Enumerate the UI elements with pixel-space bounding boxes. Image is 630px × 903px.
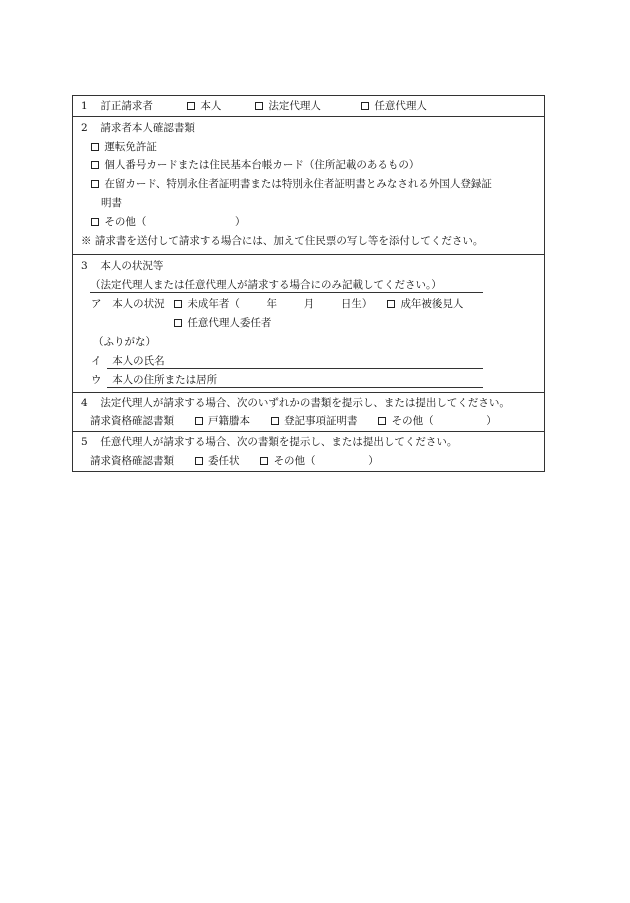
checkbox-legal-agent[interactable] bbox=[255, 102, 263, 110]
checkbox-drivers-license[interactable] bbox=[91, 143, 99, 151]
other-voluntary-doc-close: ） bbox=[368, 455, 379, 467]
checkbox-other-legal-doc[interactable] bbox=[378, 417, 386, 425]
qualification-docs-label: 請求資格確認書類 bbox=[90, 455, 174, 467]
section-voluntary-agent-docs bbox=[73, 431, 544, 471]
registry-certificate-label: 登記事項証明書 bbox=[284, 415, 358, 427]
person-name-field[interactable] bbox=[107, 368, 483, 369]
other-document-close: ） bbox=[235, 216, 246, 228]
item-u-label: ウ bbox=[91, 374, 102, 386]
power-of-attorney-label: 委任状 bbox=[208, 455, 240, 467]
person-address-field[interactable] bbox=[107, 387, 483, 388]
section-text: 任意代理人が請求する場合、次の書類を提示し、または提出してください。 bbox=[100, 436, 458, 448]
section-legal-agent-docs bbox=[73, 392, 544, 431]
residence-card-label: 在留カード、特別永住者証明書または特別永住者証明書とみなされる外国人登録証 bbox=[104, 178, 492, 190]
mailing-note: ※ 請求書を送付して請求する場合には、加えて住民票の写し等を添付してください。 bbox=[81, 235, 484, 247]
section-number: 5 bbox=[81, 436, 88, 448]
option-legal-agent-label: 法定代理人 bbox=[268, 100, 321, 112]
checkbox-my-number-card[interactable] bbox=[91, 161, 99, 169]
birth-label: 日生） bbox=[340, 298, 373, 310]
item-a-text: 本人の状況 bbox=[112, 298, 165, 310]
section-number: 4 bbox=[81, 397, 88, 409]
minor-label: 未成年者（ bbox=[187, 298, 240, 310]
section-requester bbox=[73, 96, 544, 116]
other-legal-doc-close: ） bbox=[486, 415, 497, 427]
other-voluntary-doc-label: その他（ bbox=[273, 455, 316, 467]
residence-card-label-cont: 明書 bbox=[101, 197, 122, 209]
adult-guardian-label: 成年被後見人 bbox=[400, 298, 464, 310]
section-number: 2 bbox=[81, 122, 88, 134]
family-register-label: 戸籍謄本 bbox=[208, 415, 251, 427]
section-id-documents bbox=[73, 116, 544, 254]
checkbox-voluntary-principal[interactable] bbox=[174, 319, 182, 327]
section-subnote: （法定代理人または任意代理人が請求する場合にのみ記載してください。） bbox=[90, 279, 442, 291]
checkbox-adult-guardian[interactable] bbox=[387, 300, 395, 308]
checkbox-registry-certificate[interactable] bbox=[271, 417, 279, 425]
other-document-label: その他（ bbox=[104, 216, 147, 228]
item-a-label: ア bbox=[91, 298, 102, 310]
section-title: 本人の状況等 bbox=[100, 260, 164, 272]
furigana-label: （ふりがな） bbox=[93, 336, 156, 348]
checkbox-residence-card[interactable] bbox=[91, 180, 99, 188]
checkbox-other-voluntary-doc[interactable] bbox=[260, 457, 268, 465]
item-i-label: イ bbox=[91, 355, 102, 367]
qualification-docs-label: 請求資格確認書類 bbox=[90, 415, 174, 427]
my-number-card-label: 個人番号カードまたは住民基本台帳カード（住所記載のあるもの） bbox=[104, 159, 420, 171]
person-address-label: 本人の住所または居所 bbox=[112, 374, 218, 386]
section-person-status bbox=[73, 254, 544, 392]
voluntary-principal-label: 任意代理人委任者 bbox=[187, 317, 272, 329]
subnote-underline bbox=[90, 292, 483, 293]
year-label: 年 bbox=[266, 298, 278, 310]
option-self-label: 本人 bbox=[200, 100, 222, 112]
checkbox-self[interactable] bbox=[187, 102, 195, 110]
drivers-license-label: 運転免許証 bbox=[104, 141, 157, 153]
month-label: 月 bbox=[303, 298, 315, 310]
checkbox-other-document[interactable] bbox=[91, 218, 99, 226]
section-number: 1 bbox=[81, 100, 88, 112]
option-voluntary-agent-label: 任意代理人 bbox=[374, 100, 427, 112]
checkbox-minor[interactable] bbox=[174, 300, 182, 308]
checkbox-family-register[interactable] bbox=[195, 417, 203, 425]
correction-request-form bbox=[72, 95, 545, 472]
section-text: 法定代理人が請求する場合、次のいずれかの書類を提示し、または提出してください。 bbox=[100, 397, 510, 409]
checkbox-voluntary-agent[interactable] bbox=[361, 102, 369, 110]
checkbox-power-of-attorney[interactable] bbox=[195, 457, 203, 465]
person-name-label: 本人の氏名 bbox=[112, 355, 165, 367]
section-number: 3 bbox=[81, 260, 88, 272]
section-title: 訂正請求者 bbox=[100, 100, 153, 112]
other-legal-doc-label: その他（ bbox=[391, 415, 434, 427]
section-title: 請求者本人確認書類 bbox=[100, 122, 195, 134]
